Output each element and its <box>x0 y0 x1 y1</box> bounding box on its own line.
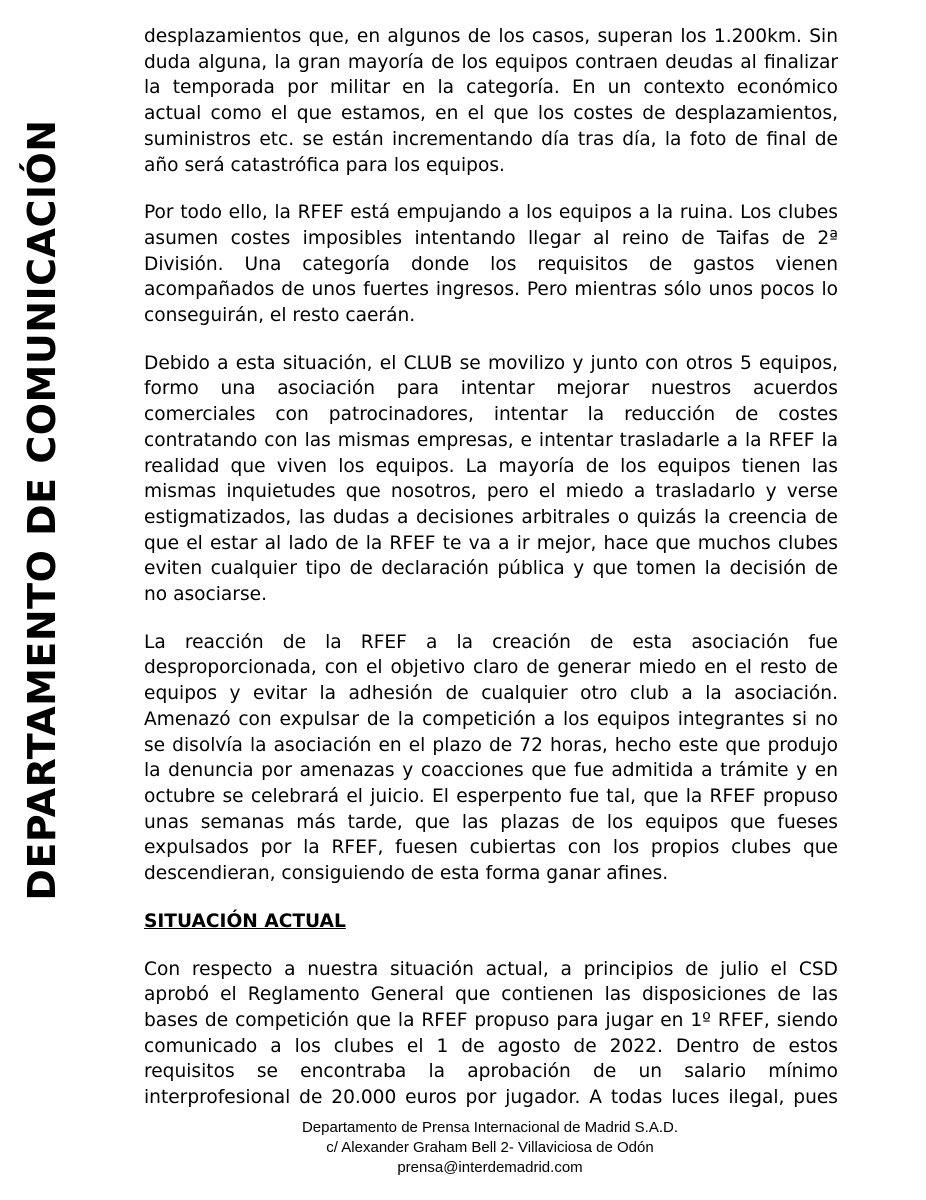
paragraph: Por todo ello, la RFEF está empujando a los equipos a la ruina. Los clubes asumen costes imposibles intentando llegar al reino de Taifas de 2ª División. Una categoría donde los requisitos de gastos vienen acompañados de unos fuertes ingresos. Pero mientras sólo unos pocos lo conseguirán, el resto caerán. <box>144 202 838 327</box>
side-banner: DEPARTAMENTO DE COMUNICACIÓN <box>20 119 64 901</box>
footer-organization: Departamento de Prensa Internacional de Madrid S.A.D. <box>301 1119 679 1136</box>
paragraph: Debido a esta situación, el CLUB se movilizo y junto con otros 5 equipos, formo una asociación para intentar mejorar nuestros acuerdos comerciales con patrocinadores, intentar la reducción de costes contratando con las mismas empresas, e intentar trasladarle a la RFEF la realidad que viven los equipos. La mayoría de los equipos tienen las mismas inquietudes que nosotros, pero el miedo a trasladarlo y verse estigmatizados, las dudas a decisiones arbitrales o quizás la creencia de que el estar al lado de la RFEF te va a ir mejor, hace que muchos clubes eviten cualquier tipo de declaración pública y que tomen la decisión de no asociarse. <box>144 352 838 606</box>
paragraph: Con respecto a nuestra situación actual, a principios de julio el CSD aprobó el Reglamento General que contienen las disposiciones de las bases de competición que la RFEF propuso para jugar en 1º RFEF, siendo comunicado a los clubes el 1 de agosto de 2022. Dentro de estos requisitos se encontraba la aprobación de un salario mínimo interprofesional de 20.000 euros por jugador. A todas luces ilegal, pues <box>144 958 838 1109</box>
section-heading: SITUACIÓN ACTUAL <box>144 910 346 932</box>
body-text <box>144 24 838 1111</box>
footer-email: prensa@interdemadrid.com <box>397 1159 583 1176</box>
paragraph: desplazamientos que, en algunos de los casos, superan los 1.200km. Sin duda alguna, la gran mayoría de los equipos contraen deudas al finalizar la temporada por militar en la categoría. En un contexto económico actual como el que estamos, en el que los costes de desplazamientos, suministros etc. se están incrementando día tras día, la foto de final de año será catastrófica para los equipos. <box>144 26 838 176</box>
footer-address: c/ Alexander Graham Bell 2- Villaviciosa de Odón <box>326 1139 654 1156</box>
footer <box>260 1118 720 1178</box>
paragraph: La reacción de la RFEF a la creación de esta asociación fue desproporcionada, con el objetivo claro de generar miedo en el resto de equipos y evitar la adhesión de cualquier otro club a la asociación. Amenazó con expulsar de la competición a los equipos integrantes si no se disolvía la asociación en el plazo de 72 horas, hecho este que produjo la denuncia por amenazas y coacciones que fue admitida a trámite y en octubre se celebrará el juicio. El esperpento fue tal, que la RFEF propuso unas semanas más tarde, que las plazas de los equipos que fueses expulsados por la RFEF, fuesen cubiertas con los propios clubes que descendieran, consiguiendo de esta forma ganar afines. <box>144 631 838 885</box>
